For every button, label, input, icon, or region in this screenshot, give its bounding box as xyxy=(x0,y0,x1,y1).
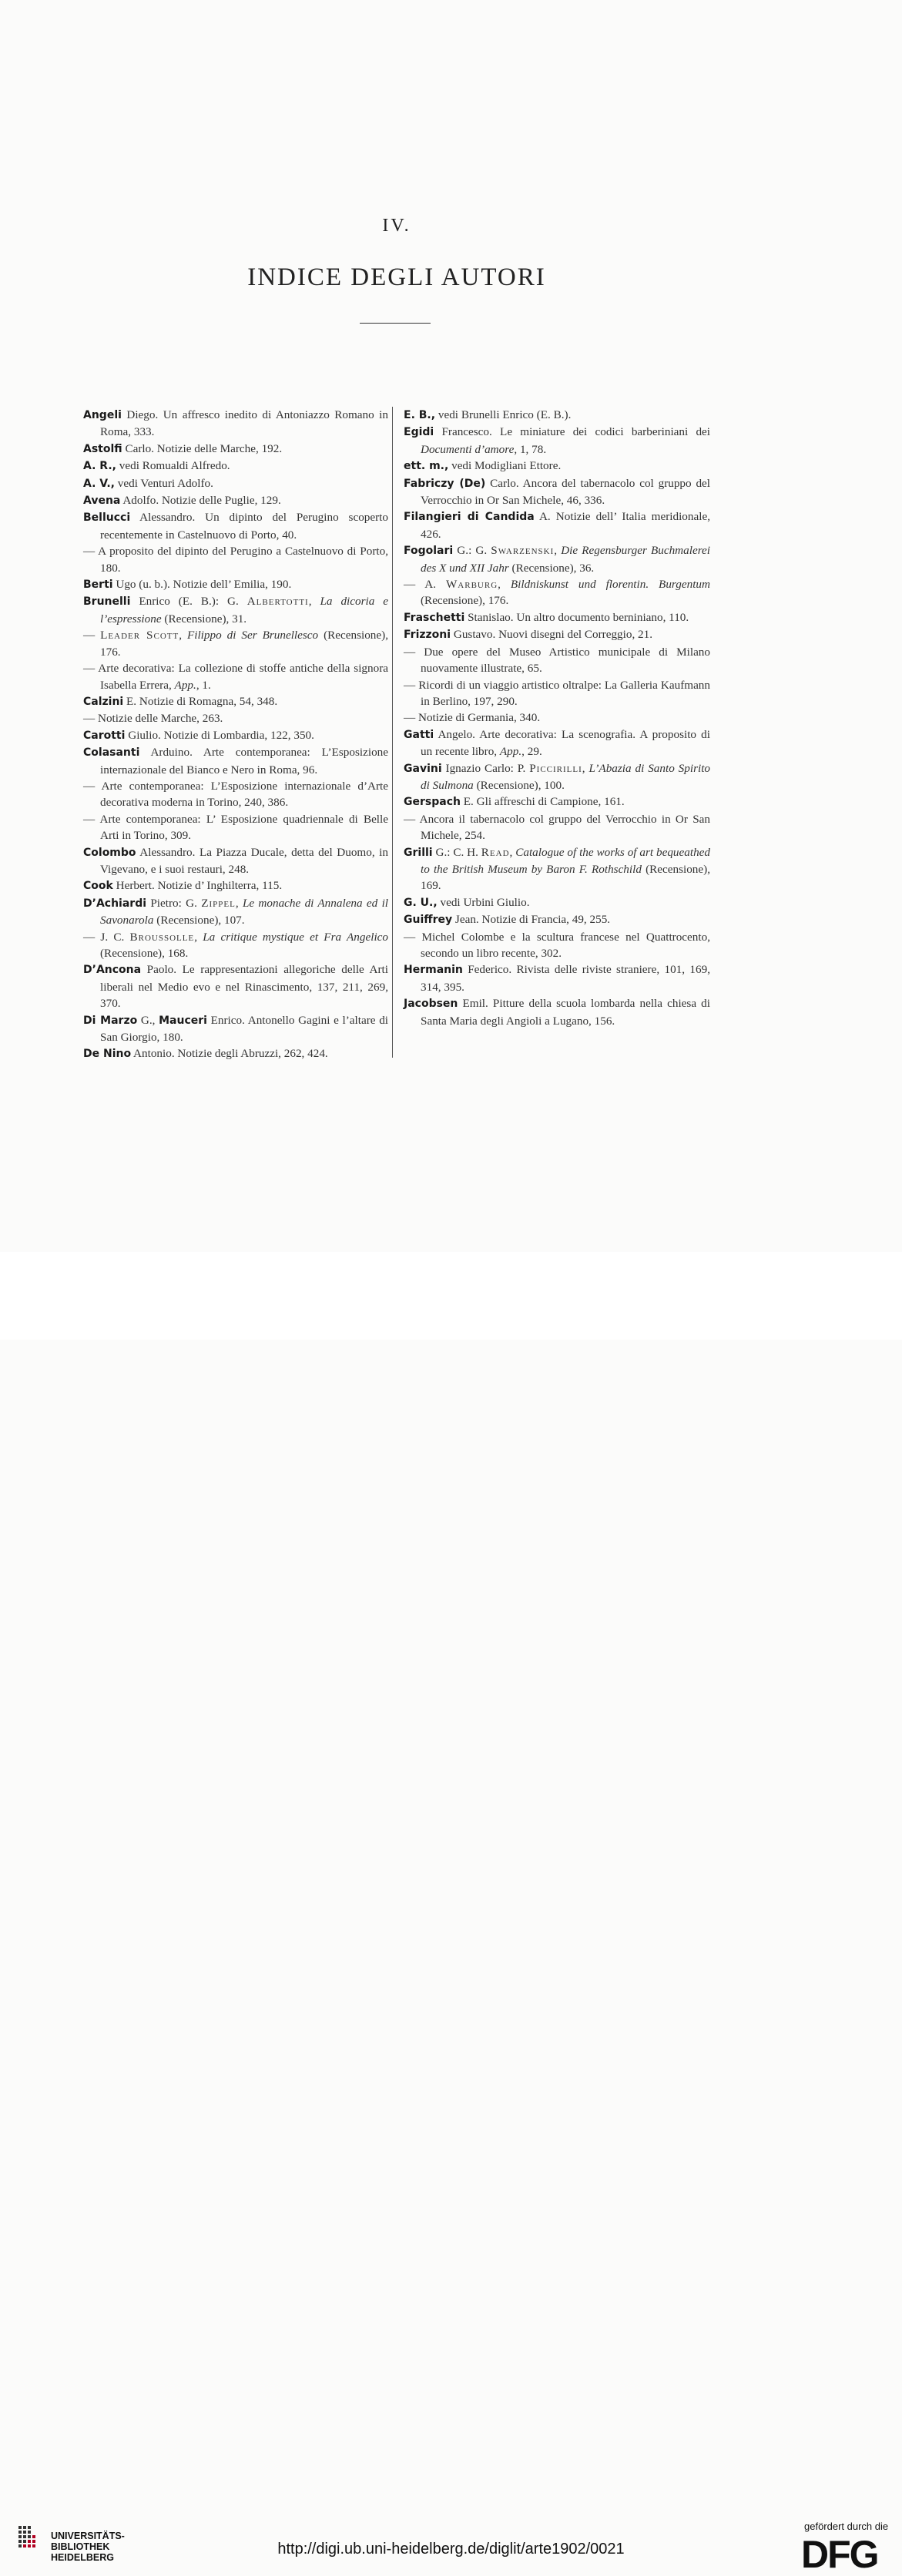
index-entry xyxy=(404,508,710,542)
section-number: IV. xyxy=(382,216,411,236)
index-entry xyxy=(83,744,388,778)
index-entry xyxy=(404,609,710,626)
author-name: G. U., xyxy=(404,896,438,909)
scanned-page xyxy=(0,0,902,1252)
entry-text: G., Mauceri Enrico. Antonello Gagini e l’altare di San Giorgio, 180. xyxy=(100,1013,389,1045)
index-entry xyxy=(404,995,710,1029)
entry-text: Stanislao. Un altro documento berniniano, 110. xyxy=(464,610,689,624)
entry-text: E. Notizie di Romagna, 54, 348. xyxy=(123,694,278,708)
entry-text: Francesco. Le miniature dei codici barberiniani dei Documenti d’amore, 1, 78. xyxy=(421,425,710,456)
index-subentry: — A. Warburg, Bildniskunst und florentin. Burgentum (Recensione), 176. xyxy=(404,578,710,608)
index-column-right xyxy=(404,407,710,1029)
entry-text: Angelo. Arte decorativa: La scenografia. A proposito di un recente libro, App., 29. xyxy=(421,727,710,759)
author-name: Fogolari xyxy=(404,545,454,558)
entry-text: E. Gli affreschi di Campione, 161. xyxy=(460,795,625,809)
entry-text: Arduino. Arte contemporanea: L’Esposizione internazionale del Bianco e Nero in Roma, 96. xyxy=(100,746,388,776)
index-subentry: — Arte decorativa: La collezione di stoffe antiche della signora Isabella Errera, App., 1. xyxy=(83,662,388,692)
author-name: Carotti xyxy=(83,729,126,742)
author-name: Hermanin xyxy=(404,964,463,977)
author-name: Berti xyxy=(83,579,113,592)
index-subentry: — Notizie di Germania, 340. xyxy=(404,711,541,725)
index-subentry: — Ancora il tabernacolo col gruppo del Verrocchio in Or San Michele, 254. xyxy=(404,812,710,843)
index-entry xyxy=(404,760,710,794)
index-entry xyxy=(83,475,388,492)
index-subentry: — Ricordi di un viaggio artistico oltralpe: La Galleria Kaufmann in Berlino, 197, 290. xyxy=(404,678,710,708)
entry-text: Antonio. Notizie degli Abruzzi, 262, 424. xyxy=(131,1047,328,1061)
library-name-line: HEIDELBERG xyxy=(51,2552,114,2563)
column-divider xyxy=(392,407,393,1058)
entry-text: Paolo. Le rappresentazioni allegoriche delle Arti liberali nel Medio evo e nel Rinascimento, 137, 211, 269, 370. xyxy=(100,963,388,1011)
index-subentry: — Arte contemporanea: L’Esposizione internazionale d’Arte decorativa moderna in Torino, 240, 386. xyxy=(83,779,388,810)
author-name: Di Marzo xyxy=(83,1014,138,1027)
entry-text: G.: C. H. Read, Catalogue of the works of art bequeathed to the British Museum by Baron F. Rothschild (Recensione), 169. xyxy=(421,845,710,893)
author-name: A. R., xyxy=(83,460,116,473)
index-entry xyxy=(83,1012,388,1046)
index-entry xyxy=(83,593,388,627)
entry-text: Alessandro. La Piazza Ducale, detta del Duomo, in Vigevano, e i suoi restauri, 248. xyxy=(100,845,388,876)
index-entry xyxy=(83,961,388,1011)
index-entry xyxy=(404,793,710,810)
author-name: Guiffrey xyxy=(404,914,453,927)
author-name: Cook xyxy=(83,880,113,893)
index-entry xyxy=(404,407,710,424)
author-name: Fraschetti xyxy=(404,611,465,624)
entry-text: Emil. Pitture della scuola lombarda nella chiesa di Santa Maria degli Angioli a Lugano, 156. xyxy=(421,997,710,1028)
author-name: A. V., xyxy=(83,477,115,490)
index-subentry: — J. C. Broussolle, La critique mystique et Fra Angelico (Recensione), 168. xyxy=(83,930,389,960)
index-subentry: — Leader Scott, Filippo di Ser Brunellesco (Recensione), 176. xyxy=(83,629,388,659)
index-entry xyxy=(83,727,388,744)
index-entry xyxy=(83,407,388,441)
footer-bar xyxy=(0,1252,902,2576)
index-entry xyxy=(83,877,388,894)
author-name: Jacobsen xyxy=(404,998,458,1011)
author-name: Colasanti xyxy=(83,746,140,760)
author-name: Brunelli xyxy=(83,595,131,609)
index-subentry: — A proposito del dipinto del Perugino a Castelnuovo di Porto, 180. xyxy=(83,545,388,575)
index-entry xyxy=(83,693,388,710)
entry-text: Ugo (u. b.). Notizie dell’ Emilia, 190. xyxy=(112,578,292,592)
index-entry xyxy=(83,895,388,929)
title-divider xyxy=(360,323,431,324)
entry-text: Carlo. Ancora del tabernacolo col gruppo del Verrocchio in Or San Michele, 46, 336. xyxy=(421,476,711,508)
author-name: Frizzoni xyxy=(404,629,451,642)
author-name: E. B., xyxy=(404,409,436,421)
entry-text: vedi Venturi Adolfo. xyxy=(114,476,213,490)
author-name: D’Achiardi xyxy=(83,897,147,910)
index-entry xyxy=(404,626,710,643)
author-name: Gavini xyxy=(404,762,442,775)
index-entry xyxy=(404,475,710,509)
index-subentry: — Due opere del Museo Artistico municipale di Milano nuovamente illustrate, 65. xyxy=(404,645,710,676)
entry-text: Pietro: G. Zippel, Le monache di Annalena ed il Savonarola (Recensione), 107. xyxy=(100,896,389,927)
author-name: Filangieri di Candida xyxy=(404,511,535,524)
author-name: De Nino xyxy=(83,1048,132,1061)
entry-text: Federico. Rivista delle riviste straniere, 101, 169, 314, 395. xyxy=(421,963,710,994)
entry-text: A. Notizie dell’ Italia meridionale, 426. xyxy=(421,510,710,541)
entry-text: Giulio. Notizie di Lombardia, 122, 350. xyxy=(125,728,314,742)
index-entry xyxy=(404,894,710,911)
index-entry xyxy=(83,458,388,475)
author-name: Bellucci xyxy=(83,512,131,525)
entry-text: Herbert. Notizie d’ Inghilterra, 115. xyxy=(112,879,283,893)
index-subentry: — Notizie delle Marche, 263. xyxy=(83,712,223,726)
index-entry xyxy=(83,844,388,878)
index-column-left xyxy=(83,407,388,1063)
index-subentry: — Michel Colombe e la scultura francese nel Quattrocento, secondo un libro recente, 302. xyxy=(404,930,710,960)
entry-text: Adolfo. Notizie delle Puglie, 129. xyxy=(120,494,281,508)
author-name: Calzini xyxy=(83,695,124,708)
page-title: INDICE DEGLI AUTORI xyxy=(247,263,546,291)
index-entry xyxy=(404,961,710,995)
entry-text: G.: G. Swarzenski, Die Regensburger Buchmalerei des X und XII Jahr (Recensione), 36. xyxy=(421,544,710,575)
entry-text: vedi Modigliani Ettore. xyxy=(448,459,562,473)
entry-text: vedi Brunelli Enrico (E. B.). xyxy=(435,408,572,421)
index-entry xyxy=(404,726,710,760)
index-entry xyxy=(404,911,710,928)
entry-text: Jean. Notizie di Francia, 49, 255. xyxy=(452,913,611,927)
author-name: Colombo xyxy=(83,846,136,859)
funding-label: gefördert durch die xyxy=(804,2521,889,2532)
author-name: Avena xyxy=(83,495,121,508)
author-name: Angeli xyxy=(83,409,122,421)
index-subentry: — Arte contemporanea: L’ Esposizione quadriennale di Belle Arti in Torino, 309. xyxy=(83,812,388,843)
index-entry xyxy=(404,542,710,576)
index-entry xyxy=(404,458,710,475)
author-name: D’Ancona xyxy=(83,964,142,977)
author-name: ett. m., xyxy=(404,460,449,473)
author-name: Astolfi xyxy=(83,442,122,455)
entry-text: Alessandro. Un dipinto del Perugino scoperto recentemente in Castelnuovo di Porto, 40. xyxy=(100,511,388,542)
dfg-logo: DFG xyxy=(801,2533,878,2576)
entry-text: Diego. Un affresco inedito di Antoniazzo Romano in Roma, 333. xyxy=(100,408,388,439)
index-entry xyxy=(404,424,710,458)
author-name: Grilli xyxy=(404,846,433,859)
author-name: Fabriczy (De) xyxy=(404,477,486,490)
index-entry xyxy=(83,441,388,458)
index-entry xyxy=(83,1045,388,1062)
index-entry xyxy=(83,509,388,543)
index-entry xyxy=(404,844,710,894)
author-name: Egidi xyxy=(404,426,434,439)
author-name: Gerspach xyxy=(404,796,461,809)
entry-text: Carlo. Notizie delle Marche, 192. xyxy=(122,441,283,455)
library-name-line: UNIVERSITÄTS- xyxy=(51,2531,125,2541)
index-entry xyxy=(83,576,388,593)
entry-text: vedi Urbini Giulio. xyxy=(437,895,530,909)
entry-text: Ignazio Carlo: P. Piccirilli, L’Abazia di Santo Spirito di Sulmona (Recensione), 100. xyxy=(421,761,711,792)
library-name-line: BIBLIOTHEK xyxy=(51,2541,110,2552)
source-url-link[interactable]: http://digi.ub.uni-heidelberg.de/diglit/arte1902/0021 xyxy=(277,2541,625,2558)
index-entry xyxy=(83,492,388,509)
entry-text: vedi Romualdi Alfredo. xyxy=(116,459,230,473)
author-name: Gatti xyxy=(404,728,434,741)
entry-text: Enrico (E. B.): G. Albertotti, La dicoria e l’espressione (Recensione), 31. xyxy=(100,595,389,626)
entry-text: Gustavo. Nuovi disegni del Correggio, 21. xyxy=(451,628,653,642)
